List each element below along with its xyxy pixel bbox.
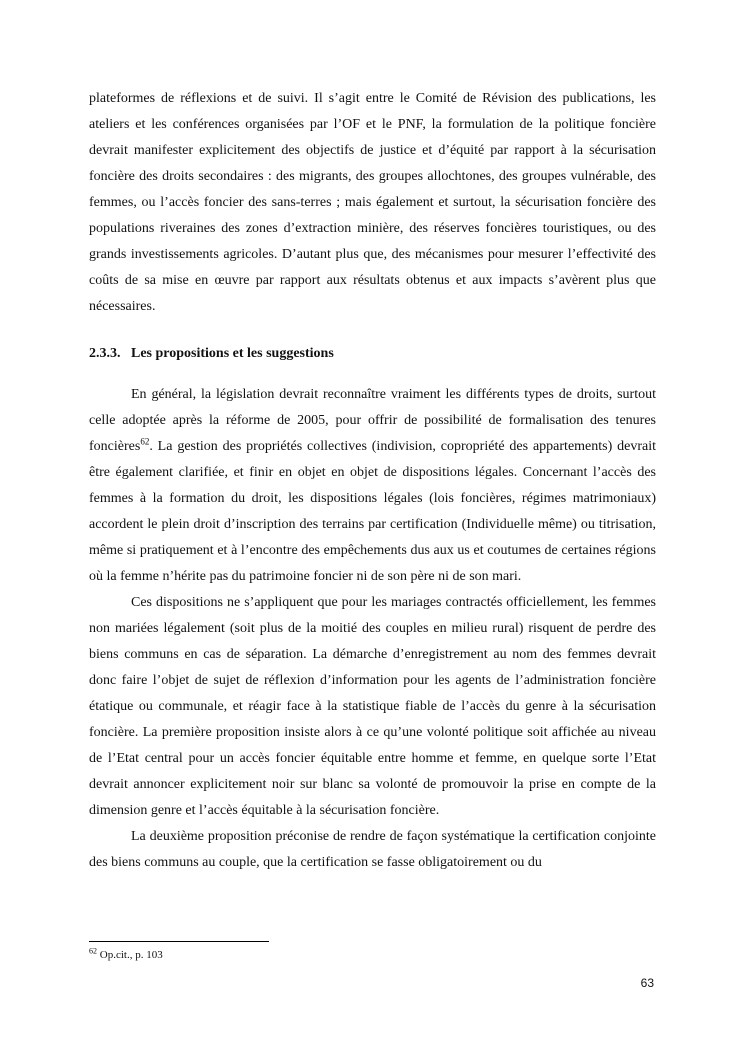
paragraph-general-text-b: . La gestion des propriétés collectives (indivision, copropriété des appartements) devrait être également clarifiée, et finir en objet en objet de dispositions légales. Concernant l’accès des femmes à la formation du droit, les dispositions légales (lois foncières, régimes matrimoniaux) accordent le plein droit d’inscription des terrains par certification (Individuelle même) ou titrisation, même si pratiquement et à l’encontre des empêchements dus aux us et coutumes de certaines régions où la femme n’hérite pas du patrimoine foncier ni de son père ni de son mari. (89, 439, 656, 584)
paragraph-general-text-a: En général, la législation devrait reconnaître vraiment les différents types de droits, surtout celle adoptée après la réforme de 2005, pour offrir de possibilité de formalisation des tenures foncières (89, 387, 656, 454)
section-heading (89, 341, 656, 367)
footnote-text: Op.cit., p. 103 (97, 949, 163, 961)
paragraph-general (89, 382, 656, 590)
section-number: 2.3.3. (89, 346, 121, 361)
section-title: Les propositions et les suggestions (131, 346, 334, 361)
paragraph-dispositions: Ces dispositions ne s’appliquent que pour les mariages contractés officiellement, les femmes non mariées légalement (soit plus de la moitié des couples en milieu rural) risquent de perdre des biens communs en cas de séparation. La démarche d’enregistrement au nom des femmes devrait donc faire l’objet de sujet de réflexion d’information pour les agents de l’administration foncière étatique ou communale, et réagir face à la statistique fiable de l’accès du genre à la sécurisation foncière. La première proposition insiste alors à ce qu’une volonté politique soit affichée au niveau de l’Etat central pour un accès foncier équitable entre homme et femme, en quelque sorte l’Etat devrait annoncer explicitement noir sur blanc sa volonté de promouvoir la prise en compte de la dimension genre et l’accès équitable à la sécurisation foncière. (89, 595, 656, 818)
paragraph-second-proposal: La deuxième proposition préconise de rendre de façon systématique la certification conjointe des biens communs au couple, que la certification se fasse obligatoirement ou du (89, 829, 656, 870)
page-number: 63 (640, 976, 654, 990)
footnote-divider (89, 941, 269, 942)
page-body (89, 86, 656, 876)
footnote (89, 948, 163, 962)
intro-paragraph: plateformes de réflexions et de suivi. Il s’agit entre le Comité de Révision des publications, les ateliers et les conférences organisées par l’OF et le PNF, la formulation de la politique foncière devrait manifester explicitement des objectifs de justice et d’équité par rapport à la sécurisation foncière des droits secondaires : des migrants, des groupes allochtones, des groupes vulnérable, des femmes, ou l’accès foncier des sans-terres ; mais également et surtout, la sécurisation foncière des populations riveraines des zones d’extraction minière, des réserves foncières touristiques, ou des grands investissements agricoles. D’autant plus que, des mécanismes pour mesurer l’effectivité des coûts de sa mise en œuvre par rapport aux résultats obtenus et aux impacts s’avèrent plus que nécessaires. (89, 91, 656, 314)
footnote-reference[interactable]: 62 (140, 436, 150, 447)
footnote-number: 62 (89, 946, 97, 956)
